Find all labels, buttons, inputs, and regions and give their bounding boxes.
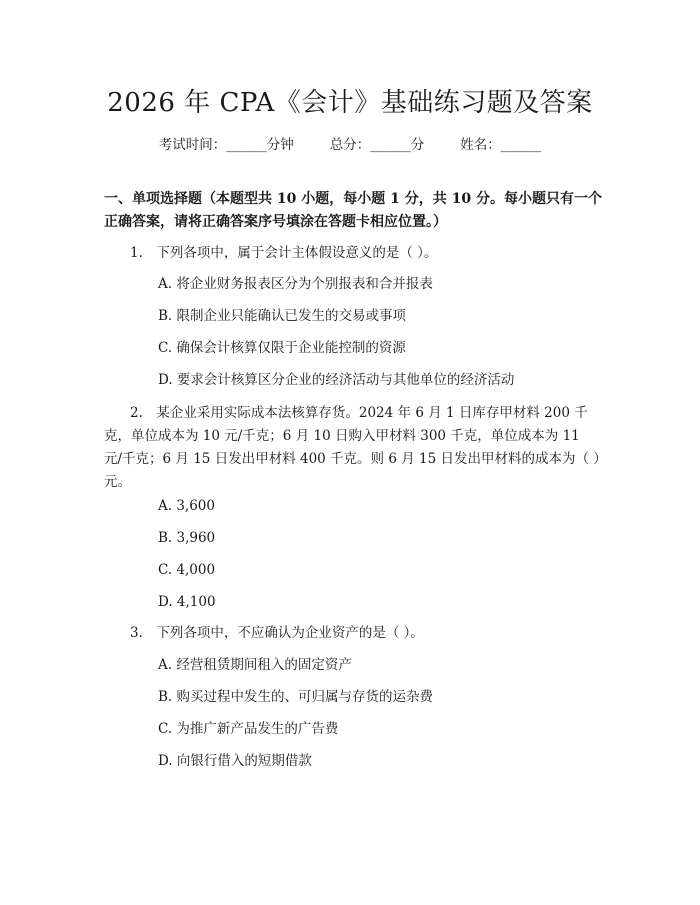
option-item: D. 4,100 — [158, 594, 216, 610]
exam-time-field: 考试时间：______分钟 — [158, 137, 294, 153]
option-item: D. 要求会计核算区分企业的经济活动与其他单位的经济活动 — [158, 372, 515, 388]
question-stem: 1. 下列各项中，属于会计主体假设意义的是（ ）。 — [130, 245, 438, 261]
option-item: A. 3,600 — [158, 498, 215, 514]
option-item: B. 限制企业只能确认已发生的交易或事项 — [158, 308, 407, 324]
exam-meta — [0, 133, 700, 153]
option-item: C. 4,000 — [158, 562, 216, 578]
option-item: C. 为推广新产品发生的广告费 — [158, 721, 339, 737]
question-stem: 2. 某企业采用实际成本法核算存货。2024 年 6 月 1 日库存甲材料 200 千克，单位成本为 10 元/千克；6 月 10 日购入甲材料 300 千克，单位成本为 11 元/千克；6 月 15 日发出甲材料 400 千克。则 6 月 15 日发出甲材料的成本为（ ）元。 — [104, 405, 601, 490]
option-item: B. 购买过程中发生的、可归属与存货的运杂费 — [158, 689, 434, 705]
option-item: B. 3,960 — [158, 530, 216, 546]
option-item: D. 向银行借入的短期借款 — [158, 753, 312, 769]
option-item: A. 将企业财务报表区分为个别报表和合并报表 — [158, 276, 433, 292]
option-item: C. 确保会计核算仅限于企业能控制的资源 — [158, 340, 406, 356]
name-field: 姓名：______ — [460, 137, 542, 153]
page-title: 2026 年 CPA《会计》基础练习题及答案 — [107, 88, 593, 118]
question-stem: 3. 下列各项中，不应确认为企业资产的是（ ）。 — [130, 625, 424, 641]
section-heading: 一、单项选择题（本题型共 10 小题，每小题 1 分，共 10 分。每小题只有一个正确答案，请将正确答案序号填涂在答题卡相应位置。） — [104, 191, 602, 230]
total-score-field: 总分：______分 — [329, 137, 425, 153]
option-item: A. 经营租赁期间租入的固定资产 — [158, 657, 352, 673]
